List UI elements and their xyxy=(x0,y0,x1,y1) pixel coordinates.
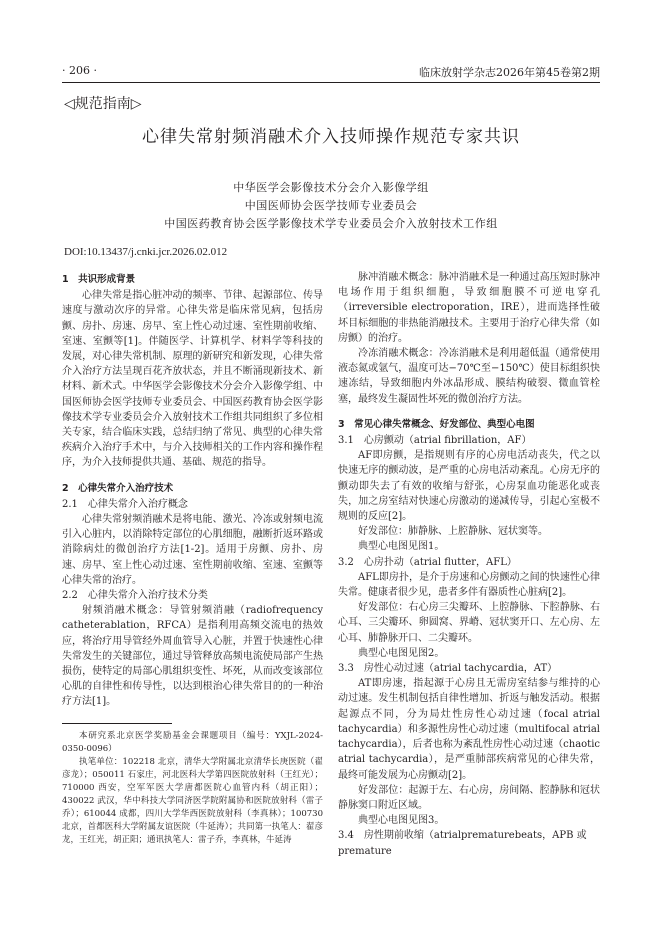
author-groups xyxy=(0,179,662,233)
footnote-rule xyxy=(62,723,172,724)
subsection-heading: 3.1 心房颤动（atrial fibrillation，AF） xyxy=(338,435,532,447)
paragraph: AF即房颤，是指规则有序的心房电活动丧失，代之以快速无序的颤动波，是严重的心房电活动紊乱。心房无序的颤动即失去了有效的收缩与舒张，心房泵血功能恶化或丧失，加之房室结对快速心房激动的递减传导，引起心室极不规则的反应[2]。 xyxy=(338,450,600,523)
subsection-heading: 3.3 房性心动过速（atrial tachycardia，AT） xyxy=(338,663,558,675)
subsection-heading: 2.2 心律失常介入治疗技术分类 xyxy=(62,590,208,602)
paragraph: 典型心电图见图3。 xyxy=(358,815,445,827)
paragraph: 脉冲消融术概念：脉冲消融术是一种通过高压短时脉冲电场作用于组织细胞，导致细胞膜不可逆电穿孔（irreversible electroporation，IRE），进而选择性破坏目标细胞的非热能消融技术。主要用于治疗心律失常（如房颤）的治疗。 xyxy=(338,272,600,344)
subsection-heading: 3.4 房性期前收缩（atrialprematurebeats，APB 或 premature xyxy=(338,830,587,857)
header-rule xyxy=(62,82,600,83)
subsection-heading: 3.2 心房扑动（atrial flutter，AFL） xyxy=(338,556,517,568)
author-group: 中国医药教育协会医学影像技术学专业委员会介入放射技术工作组 xyxy=(164,217,498,230)
journal-header: 临床放射学杂志2026年第45卷第2期 xyxy=(419,66,600,79)
paragraph: 好发部位：肺静脉、上腔静脉、冠状窦等。 xyxy=(358,526,548,538)
author-group: 中华医学会影像技术分会介入影像学组 xyxy=(233,181,429,194)
article-title: 心律失常射频消融术介入技师操作规范专家共识 xyxy=(142,127,520,147)
paragraph: AFL即房扑，是介于房速和心房颤动之间的快速性心律失常。健康者很少见，患者多伴有器质性心脏病[2]。 xyxy=(338,571,600,599)
paragraph: 冷冻消融术概念：冷冻消融术是利用超低温（通常使用液态氮或氩气，温度可达−70℃至−150℃）使目标组织快速冻结，导致细胞内外冰晶形成、膜结构破裂、微血管栓塞，最终发生凝固性坏死的微创治疗方法。 xyxy=(338,348,600,405)
section-heading: 3 常见心律失常概念、好发部位、典型心电图 xyxy=(338,418,535,430)
paragraph: 典型心电图见图1。 xyxy=(358,541,445,553)
right-column xyxy=(338,270,600,859)
doi: DOI:10.13437/j.cnki.jcr.2026.02.012 xyxy=(64,246,228,258)
paragraph: 好发部位：起源于左、右心房，房间隔、腔静脉和冠状静脉窦口附近区域。 xyxy=(338,784,600,811)
article-category: ◁规范指南▷ xyxy=(64,96,142,112)
paragraph: 好发部位：右心房三尖瓣环、上腔静脉、下腔静脉、右心耳、三尖瓣环、卵圆窝、界嵴、冠状窦开口、左心房、左心耳、肺静脉开口、二尖瓣环。 xyxy=(338,602,600,644)
section-heading: 1 共识形成背景 xyxy=(62,274,136,285)
subsection-heading: 2.1 心律失常介入治疗概念 xyxy=(62,498,188,510)
page-number: · 206 · xyxy=(62,64,97,77)
paragraph: 典型心电图见图2。 xyxy=(358,647,445,659)
footnote: 本研究系北京医学奖励基金会课题项目（编号：YXJL-2024-0350-0096） xyxy=(62,730,323,754)
footnote: 执笔单位：102218 北京，清华大学附属北京清华长庚医院（翟彦龙）；050011 石家庄，河北医科大学第四医院放射科（王红光）；710000 西安，空军军医大学唐都医院心血管内科（胡正阳）；430022 武汉，华中科技大学同济医学院附属协和医院放射科（雷子乔）；610044 成都，四川大学华西医院放射科（李真林）；100730 北京，首都医科大学附属友谊医院（牛延涛）；共同第一执笔人：翟彦龙，王红光，胡正阳；通讯执笔人：雷子乔，李真林，牛延涛 xyxy=(62,756,323,845)
paragraph: 心律失常射频消融术是将电能、激光、冷冻或射频电流引入心脏内，以消除特定部位的心肌细胞，融断折返环路或消除病灶的微创治疗方法[1-2]。适用于房颤、房扑、房速、房早、室上性心动过速、室性期前收缩、室速、室颤等心律失常的治疗。 xyxy=(62,514,323,586)
author-group: 中国医师协会医学技师专业委员会 xyxy=(244,199,418,212)
paragraph: 心律失常是指心脏冲动的频率、节律、起源部位、传导速度与激动次序的异常。心律失常是临床常见病，包括房颤、房扑、房速、房早、室上性心动过速、室性期前收缩、室速、室颤等[1]。伴随医学、计算机学、材料学等科技的发展，对心律失常机制、原理的新研究和新发现，心律失常介入治疗方法呈现百花齐放状态，并且不断涌现新技术、新材料、新术式。中华医学会影像技术分会介入影像学组、中国医师协会医学技师专业委员会、中国医药教育协会医学影像技术学专业委员会介入放射技术工作组共同组织了多位相关专家，结合临床实践，总结归纳了常见、典型的心律失常疾病介入治疗手术中，与介入技师相关的工作内容和操作程序，为介入技师提供共通、基础、规范的指导。 xyxy=(62,290,323,469)
paragraph: AT即房速，指起源于心房且无需房室结参与维持的心动过速。发生机制包括自律性增加、折返与触发活动。根据起源点不同，分为局灶性房性心动过速（focal atrial tachycardia）和多源性房性心动过速（multifocal atrial tachycardia），后者也称为紊乱性房性心动过速（chaotic atrial tachycardia），是严重肺部疾病常见的心律失常，最终可能发展为心房颤动[2]。 xyxy=(338,678,600,781)
paragraph: 射频消融术概念：导管射频消融（radiofrequency catheterablation，RFCA）是指利用高频交流电的热效应，将治疗用导管经外周血管导入心脏，并置于快速性心律失常发生的关键部位，通过导管释放高频电流使局部产生热损伤，使特定的局部心肌组织变性、坏死，从而改变该部位心肌的自律性和传导性，以达到根治心律失常目的的一种治疗方法[1]。 xyxy=(62,605,323,708)
section-heading: 2 心律失常介入治疗技术 xyxy=(62,482,174,494)
left-column xyxy=(62,270,323,847)
